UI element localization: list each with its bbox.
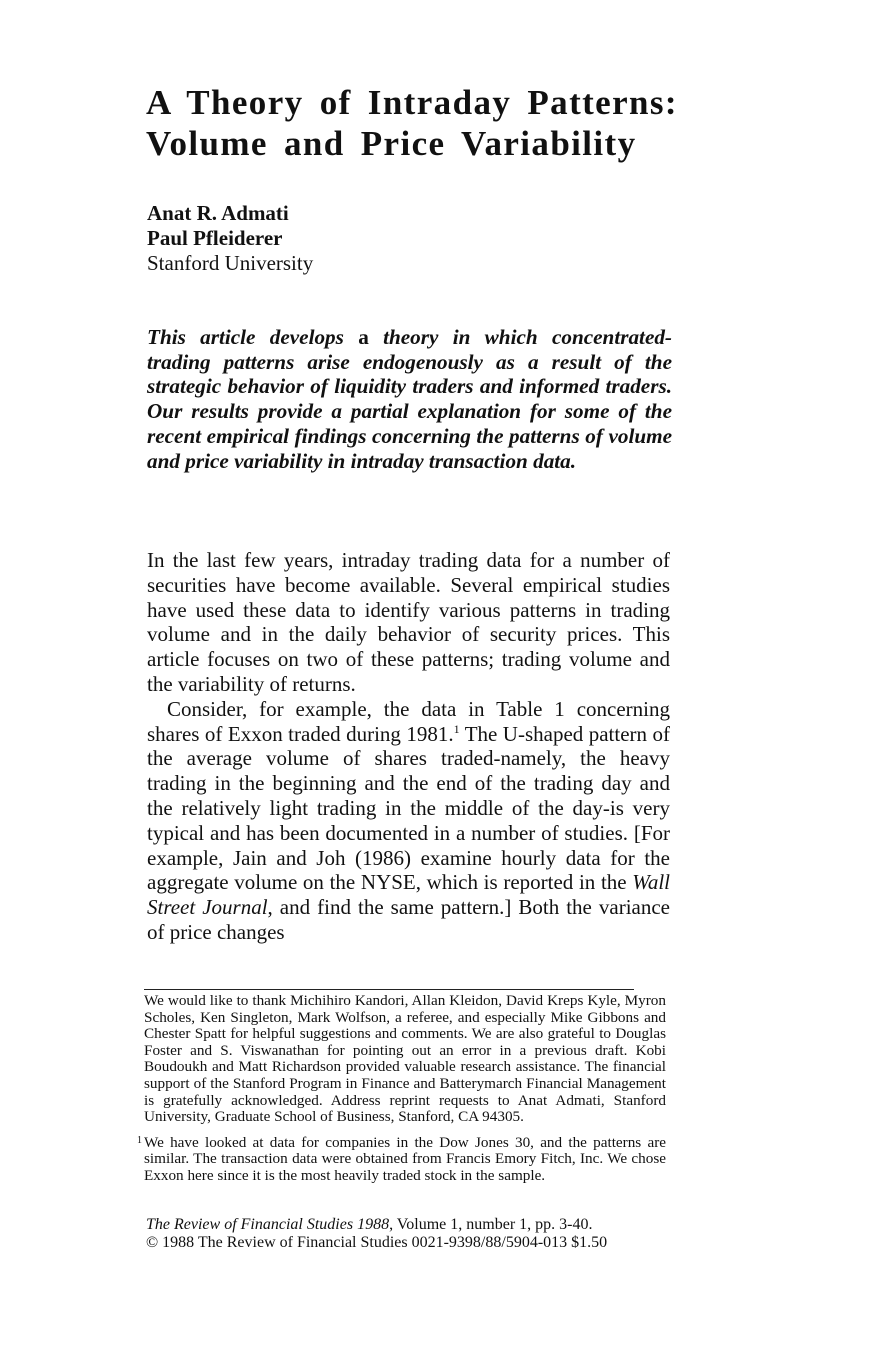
body-paragraph: In the last few years, intraday trading data for a number of securities have become available. Several empirical studies have used these data to identify various patterns in trading volume and in the daily behavior of security prices. This article focuses on two of these patterns; trading volume and the variability of returns. (147, 548, 670, 696)
footnote-marker: 1 (137, 1134, 142, 1146)
abstract-text: This article develops (147, 325, 359, 349)
copyright-line: © 1988 The Review of Financial Studies 0021-9398/88/5904-013 $1.50 (146, 1234, 608, 1251)
body-text (147, 548, 670, 945)
author-name: Anat R. Admati (147, 201, 289, 225)
citation-line (146, 1216, 607, 1234)
journal-citation (146, 1216, 607, 1252)
footnote-divider (144, 989, 634, 990)
title-line-1: A Theory of Intraday Patterns: (146, 83, 678, 122)
paper-title (146, 82, 706, 164)
abstract-text: theory in which concentrated-trading patterns arise endogenously as a result of the strategic behavior of liquidity traders and informed traders. Our results provide a partial explanation for some of the recent empirical findings concerning the patterns of volume and price variability in intraday transaction data. (147, 325, 672, 473)
footnote-text: We have looked at data for companies in the Dow Jones 30, and the patterns are similar. The transaction data were obtained from Francis Emory Fitch, Inc. We chose Exxon here since it is the most heavily traded stock in the sample. (144, 1133, 666, 1184)
journal-name: The Review of Financial Studies 1988 (146, 1216, 390, 1233)
footnote-reference[interactable]: 1 (453, 721, 460, 736)
body-paragraph (147, 697, 670, 945)
author-affiliation: Stanford University (147, 251, 314, 275)
author-block (147, 201, 313, 276)
body-text-run: , and find the same pattern.] Both the variance of price changes (147, 895, 671, 944)
abstract (147, 325, 672, 473)
footnote-1 (137, 1135, 666, 1185)
body-text-run: The U-shaped pattern of the average volume of shares traded-namely, the heavy trading in the beginning and the end of the trading day and the relatively light trading in the middle of the day-is very typical and has been documented in a number of studies. [For example, Jain and Joh (1986) examine hourly data for the aggregate volume on the NYSE, which is reported in the (147, 721, 670, 895)
acknowledgment-footnote: We would like to thank Michihiro Kandori, Allan Kleidon, David Kreps Kyle, Myron Scholes, Ken Singleton, Mark Wolfson, a referee, and especially Mike Gibbons and Chester Spatt for helpful suggestions and comments. We are also grateful to Douglas Foster and S. Viswanathan for pointing out an error in a previous draft. Kobi Boudoukh and Matt Richardson provided valuable research assistance. The financial support of the Stanford Program in Finance and Batterymarch Financial Management is gratefully acknowledged. Address reprint requests to Anat Admati, Stanford University, Graduate School of Business, Stanford, CA 94305. (144, 992, 666, 1126)
abstract-text: a (358, 325, 369, 349)
body-text-emphasis: Wall Street Journal (147, 870, 670, 920)
footnotes (137, 993, 666, 1194)
body-text-run: Consider, for example, the data in Table 1 concerning shares of Exxon traded during 1981. (147, 696, 670, 746)
title-line-2: Volume and Price Variability (146, 124, 637, 163)
author-name: Paul Pfleiderer (147, 226, 283, 250)
citation-details: , Volume 1, number 1, pp. 3-40. (389, 1216, 593, 1233)
